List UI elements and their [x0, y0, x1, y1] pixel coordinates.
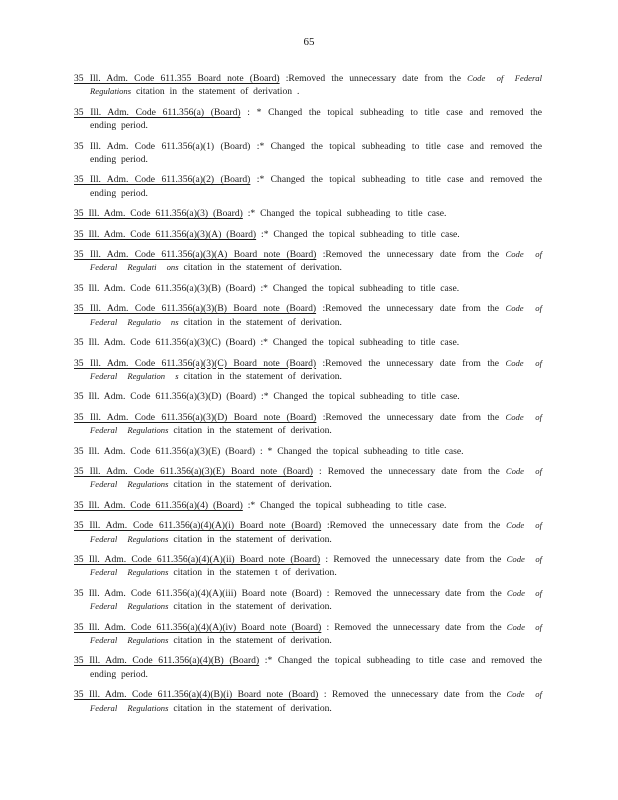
entry-citation: 35 Ill. Adm. Code 611.356(a)(4) (Board): [74, 499, 243, 511]
entry-description: : Removed the unnecessary date from the: [320, 553, 507, 565]
entry-description: : * Changed the topical subheading to title case.: [255, 445, 464, 457]
entry-citation: 35 Ill. Adm. Code 611.356(a)(3)(A) (Board): [74, 228, 257, 240]
entry-description-end: citation in the statement of derivation.: [178, 316, 342, 328]
revision-entry: [74, 465, 542, 492]
entry-description: :* Changed the topical subheading to title case and removed the ending period.: [90, 174, 543, 199]
revision-entry: [74, 445, 542, 458]
entry-description: :* Changed the topical subheading to title case.: [242, 208, 447, 220]
entry-description: :* Changed the topical subheading to title case and removed the ending period.: [90, 655, 543, 680]
revision-entry: [74, 587, 542, 614]
entry-description: : Removed the unnecessary date from the: [312, 465, 506, 477]
entry-description: :Removed the unnecessary date from the: [316, 249, 506, 261]
entry-description-end: citation in the statement of derivation.: [168, 635, 332, 646]
revision-entry: [74, 173, 542, 200]
entry-citation: 35 Ill. Adm. Code 611.356(a)(3)(A) Board note (Board): [74, 249, 317, 261]
revision-entry: [74, 248, 542, 275]
revision-entry: [74, 519, 542, 546]
entry-description-end: citation in the statement of derivation.: [178, 370, 342, 382]
entry-citation: 35 Ill. Adm. Code 611.356(a)(3)(E) (Board): [74, 445, 256, 457]
entry-description-end: citation in the statement of derivation .: [131, 86, 300, 98]
entry-description: : Removed the unnecessary date from the: [321, 621, 507, 633]
entry-description-end: citation in the statement of derivation.: [168, 533, 332, 545]
revision-entry: [74, 336, 542, 349]
entry-description-end: citation in the statement of derivation.: [168, 425, 332, 437]
entry-italic-source: Code of Federal Regulations: [90, 520, 542, 544]
revision-entry: [74, 688, 542, 715]
entry-citation: 35 Ill. Adm. Code 611.356(a)(4)(B) (Board): [74, 655, 260, 667]
revision-entry: [74, 207, 542, 220]
entry-italic-source: Code of Federal Regulation s: [90, 357, 542, 381]
entry-italic-source: Code of Federal Regulati ons: [90, 249, 542, 273]
revision-entry: [74, 106, 542, 133]
entry-citation: 35 Ill. Adm. Code 611.356(a)(3) (Board): [74, 208, 243, 220]
entry-description: : * Changed the topical subheading to title case and removed the ending period.: [90, 106, 542, 132]
revision-entry: [74, 302, 542, 329]
entry-description: :* Changed the topical subheading to title case.: [256, 391, 460, 403]
revision-entry-list: [74, 72, 542, 722]
entry-citation: 35 Ill. Adm. Code 611.356(a)(3)(C) Board note (Board): [74, 357, 317, 369]
entry-citation: 35 Ill. Adm. Code 611.356(a)(2) (Board): [74, 174, 251, 186]
entry-description: :Removed the unnecessary date from the: [316, 357, 506, 369]
entry-description-end: citation in the statement of derivation.: [168, 601, 332, 613]
entry-citation: 35 Ill. Adm. Code 611.356(a)(4)(A)(iii) Board note (Board): [74, 587, 322, 599]
revision-entry: [74, 282, 542, 295]
entry-italic-source: Code of Federal Regulations: [90, 553, 543, 578]
entry-description-end: citation in the statement of derivation.: [168, 479, 332, 491]
entry-citation: 35 Ill. Adm. Code 611.356(a)(4)(A)(i) Board note (Board): [74, 520, 322, 532]
revision-entry: [74, 654, 542, 681]
entry-description: :Removed the unnecessary date from the: [279, 73, 468, 84]
revision-entry: [74, 228, 542, 241]
entry-description: :Removed the unnecessary date from the: [316, 411, 506, 423]
entry-citation: 35 Ill. Adm. Code 611.356(a)(3)(D) Board note (Board): [74, 411, 317, 423]
entry-citation: 35 Ill. Adm. Code 611.356(a)(3)(C) (Board): [74, 337, 256, 349]
entry-description: :* Changed the topical subheading to title case.: [242, 499, 447, 511]
entry-description-end: citation in the statement of derivation.: [168, 702, 332, 714]
entry-description: :* Changed the topical subheading to title case and removed the ending period.: [90, 140, 543, 166]
entry-description-end: citation in the statement of derivation.: [178, 262, 342, 274]
entry-italic-source: Code of Federal Regulations: [90, 73, 542, 97]
entry-description: :* Changed the topical subheading to title case.: [255, 282, 460, 294]
revision-entry: [74, 621, 542, 648]
entry-citation: 35 Ill. Adm. Code 611.355 Board note (Board): [74, 73, 280, 84]
revision-entry: [74, 411, 542, 438]
entry-citation: 35 Ill. Adm. Code 611.356(a)(3)(E) Board note (Board): [74, 465, 313, 477]
entry-description: : Removed the unnecessary date from the: [318, 689, 507, 701]
page-number: 65: [303, 36, 315, 48]
entry-citation: 35 Ill. Adm. Code 611.356(a)(4)(B)(i) Board note (Board): [74, 689, 319, 701]
entry-citation: 35 Ill. Adm. Code 611.356(a)(4)(A)(iv) Board note (Board): [74, 621, 322, 633]
entry-italic-source: Code of Federal Regulatio ns: [90, 303, 542, 327]
revision-entry: [74, 72, 542, 99]
entry-description: :Removed the unnecessary date from the: [316, 303, 506, 315]
entry-italic-source: Code of Federal Regulations: [90, 411, 542, 436]
entry-description: :* Changed the topical subheading to title case.: [255, 337, 460, 349]
revision-entry: [74, 140, 542, 167]
entry-italic-source: Code of Federal Regulations: [90, 621, 542, 645]
revision-entry: [74, 357, 542, 384]
entry-italic-source: Code of Federal Regulations: [90, 689, 542, 713]
entry-italic-source: Code of Federal Regulations: [90, 587, 542, 612]
entry-description-end: citation in the statemen t of derivation.: [168, 567, 337, 579]
entry-citation: 35 Ill. Adm. Code 611.356(a) (Board): [74, 106, 241, 118]
entry-description: :* Changed the topical subheading to title case.: [256, 228, 460, 240]
entry-citation: 35 Ill. Adm. Code 611.356(a)(3)(D) (Board): [74, 391, 257, 403]
entry-citation: 35 Ill. Adm. Code 611.356(a)(3)(B) (Board): [74, 282, 256, 294]
revision-entry: [74, 390, 542, 403]
entry-description: :Removed the unnecessary date from the: [321, 520, 507, 532]
entry-citation: 35 Ill. Adm. Code 611.356(a)(3)(B) Board note (Board): [74, 303, 317, 315]
entry-citation: 35 Ill. Adm. Code 611.356(a)(4)(A)(ii) Board note (Board): [74, 553, 321, 565]
revision-entry: [74, 499, 542, 512]
entry-italic-source: Code of Federal Regulations: [90, 465, 542, 490]
entry-citation: 35 Ill. Adm. Code 611.356(a)(1) (Board): [74, 140, 251, 152]
revision-entry: [74, 553, 542, 580]
entry-description: : Removed the unnecessary date from the: [321, 587, 507, 599]
